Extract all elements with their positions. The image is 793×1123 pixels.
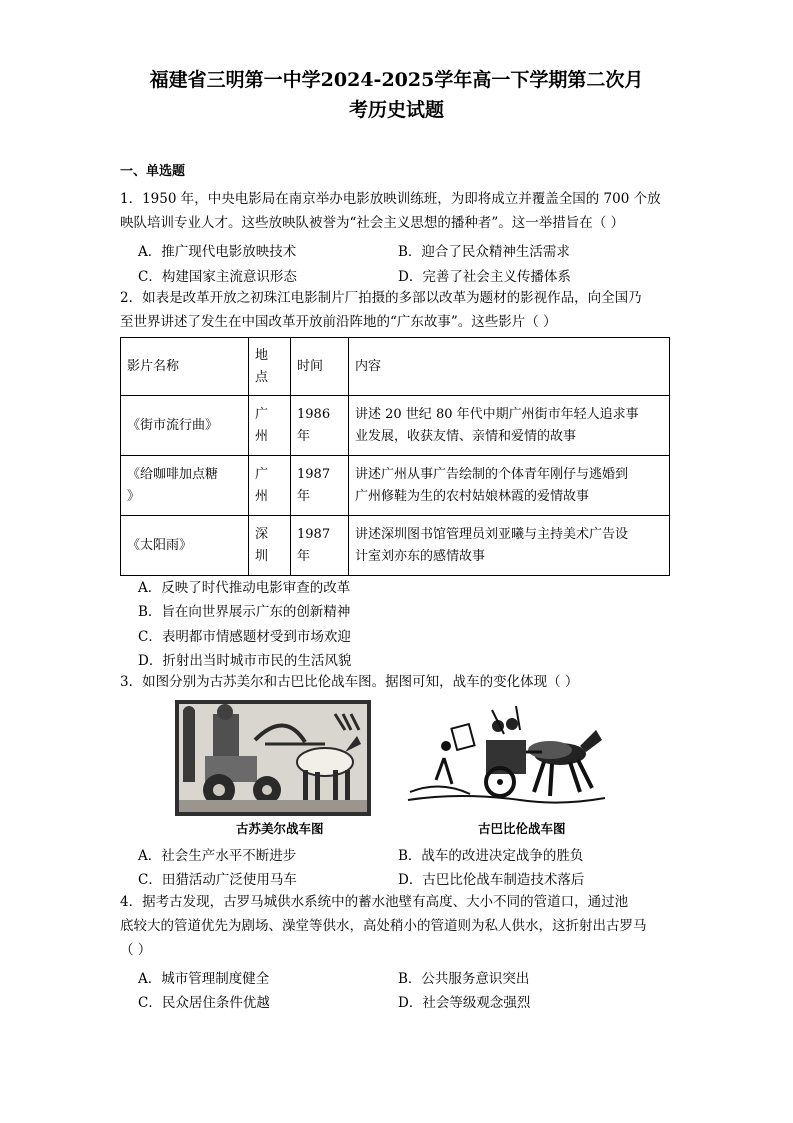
header-place: 地 点 xyxy=(249,338,291,396)
q4-stem-line-2: 底较大的管道优先为剧场、澡堂等供水，高处稍小的管道则为私人供水，这折射出古罗马 xyxy=(120,918,647,934)
film-name-cell: 《街市流行曲》 xyxy=(121,396,249,456)
q1-stem-line-2: 映队培训专业人才。这些放映队被誉为“社会主义思想的播种者”。这一举措旨在（ ） xyxy=(120,215,625,231)
babylonian-chariot-image xyxy=(400,700,610,812)
caption-sumerian: 古苏美尔战车图 xyxy=(236,821,324,836)
table-row xyxy=(121,516,670,576)
q1-option-a[interactable]: A．推广现代电影放映技术 xyxy=(138,244,297,260)
q4-option-b[interactable]: B．公共服务意识突出 xyxy=(398,971,530,987)
q3-option-c[interactable]: C．田猎活动广泛使用马车 xyxy=(138,872,297,888)
table-row xyxy=(121,396,670,456)
film-name-cell: 《给咖啡加点糖 》 xyxy=(121,456,249,516)
header-time: 时间 xyxy=(291,338,349,396)
film-name-cell: 《太阳雨》 xyxy=(121,516,249,576)
content-cell: 讲述 20 世纪 80 年代中期广州街市年轻人追求事 业发展，收获友情、亲情和爱情的故事 xyxy=(349,396,670,456)
place-cell: 广 州 xyxy=(249,396,291,456)
content-cell: 讲述深圳图书馆管理员刘亚曦与主持美术广告设 计室刘亦东的感情故事 xyxy=(349,516,670,576)
q3-option-d[interactable]: D．古巴比伦战车制造技术落后 xyxy=(398,872,585,888)
section-heading: 一、单选题 xyxy=(120,164,186,179)
q2-stem-line-1: 2．如表是改革开放之初珠江电影制片厂拍摄的多部以改革为题材的影视作品，向全国乃 xyxy=(120,290,642,306)
table-row xyxy=(121,456,670,516)
caption-babylonian: 古巴比伦战车图 xyxy=(478,821,566,836)
q4-stem-line-1: 4．据考古发现，古罗马城供水系统中的蓄水池壁有高度、大小不同的管道口，通过池 xyxy=(120,894,629,910)
q2-option-d[interactable]: D．折射出当时城市市民的生活风貌 xyxy=(138,653,352,669)
table-header-row xyxy=(121,338,670,396)
place-cell: 深 圳 xyxy=(249,516,291,576)
films-table xyxy=(120,337,670,576)
time-cell: 1986 年 xyxy=(291,396,349,456)
time-cell: 1987 年 xyxy=(291,456,349,516)
header-content: 内容 xyxy=(349,338,670,396)
q3-option-b[interactable]: B．战车的改进决定战争的胜负 xyxy=(398,848,584,864)
title-line-2: 考历史试题 xyxy=(348,99,444,121)
q4-option-d[interactable]: D．社会等级观念强烈 xyxy=(398,995,531,1011)
q1-option-b[interactable]: B．迎合了民众精神生活需求 xyxy=(398,244,570,260)
q3-option-a[interactable]: A．社会生产水平不断进步 xyxy=(138,848,297,864)
sumerian-chariot-image xyxy=(175,700,371,816)
place-cell: 广 州 xyxy=(249,456,291,516)
q4-option-a[interactable]: A．城市管理制度健全 xyxy=(138,971,270,987)
q2-option-c[interactable]: C．表明都市情感题材受到市场欢迎 xyxy=(138,629,351,645)
title-line-1: 福建省三明第一中学2024-2025学年高一下学期第二次月 xyxy=(149,69,644,91)
q3-stem-line-1: 3．如图分别为古苏美尔和古巴比伦战车图。据图可知，战车的变化体现（ ） xyxy=(120,674,579,690)
q2-option-b[interactable]: B．旨在向世界展示广东的创新精神 xyxy=(138,604,351,620)
q4-stem-line-3: （ ） xyxy=(120,942,152,958)
q4-option-c[interactable]: C．民众居住条件优越 xyxy=(138,995,270,1011)
q1-stem-line-1: 1．1950 年，中央电影局在南京举办电影放映训练班，为即将成立并覆盖全国的 700 个放 xyxy=(120,191,661,207)
header-film-name: 影片名称 xyxy=(121,338,249,396)
q1-option-d[interactable]: D．完善了社会主义传播体系 xyxy=(398,269,571,285)
document-title xyxy=(0,65,793,125)
content-cell: 讲述广州从事广告绘制的个体青年刚仔与逃婚到 广州修鞋为生的农村姑娘林霞的爱情故事 xyxy=(349,456,670,516)
q2-option-a[interactable]: A．反映了时代推动电影审查的改革 xyxy=(138,580,351,596)
q1-option-c[interactable]: C．构建国家主流意识形态 xyxy=(138,269,297,285)
time-cell: 1987 年 xyxy=(291,516,349,576)
q2-stem-line-2: 至世界讲述了发生在中国改革开放前沿阵地的“广东故事”。这些影片（ ） xyxy=(120,314,557,330)
